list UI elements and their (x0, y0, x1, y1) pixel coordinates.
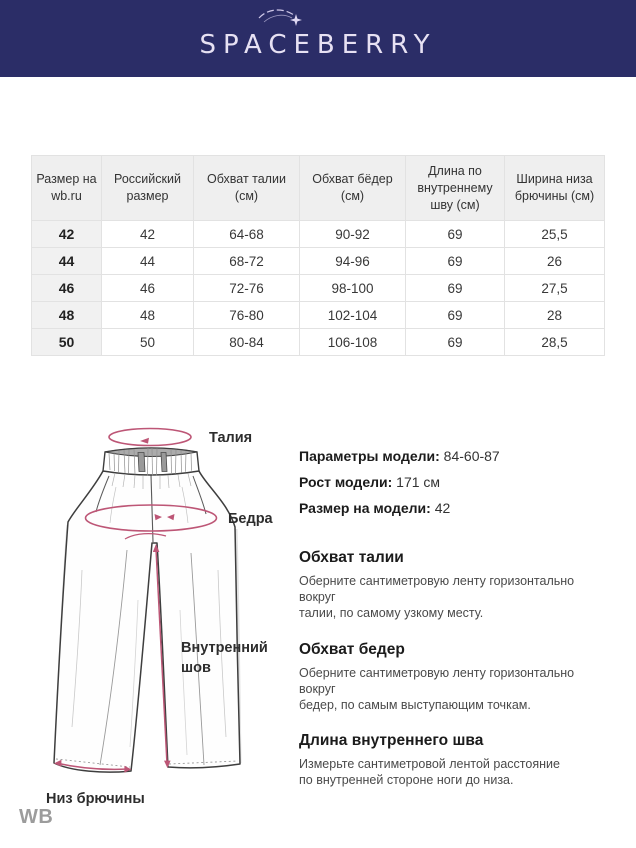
brand-logo (199, 18, 436, 60)
column-header-leg-width: Ширина низа брючины (см) (505, 156, 605, 221)
model-parameters-value: 84-60-87 (443, 448, 500, 464)
brand-logo-text: SPACEBERRY (199, 29, 437, 60)
cell-ru-size: 48 (102, 302, 194, 329)
wb-watermark: WB (19, 806, 54, 828)
cell-inseam: 69 (406, 248, 505, 275)
cell-wb-size: 46 (32, 275, 102, 302)
table-row (32, 248, 605, 275)
column-header-waist: Обхват талии (см) (194, 156, 300, 221)
table-row (32, 302, 605, 329)
model-size-label: Размер на модели: (299, 500, 431, 516)
model-height-value: 171 см (396, 474, 441, 490)
model-height-label: Рост модели: (299, 474, 393, 490)
column-header-wb-size: Размер на wb.ru (32, 156, 102, 221)
cell-waist: 64-68 (194, 221, 300, 248)
cell-ru-size: 42 (102, 221, 194, 248)
cell-hips: 98-100 (300, 275, 406, 302)
cell-inseam: 69 (406, 329, 505, 356)
size-table (31, 155, 605, 356)
hips-label: Бедра (228, 511, 273, 527)
cell-ru-size: 44 (102, 248, 194, 275)
cell-ru-size: 50 (102, 329, 194, 356)
cell-leg-width: 27,5 (505, 275, 605, 302)
pants-diagram (30, 415, 292, 815)
cell-inseam: 69 (406, 275, 505, 302)
model-size-value: 42 (434, 500, 451, 516)
cell-wb-size: 48 (32, 302, 102, 329)
model-size-line (299, 495, 611, 521)
cell-wb-size: 44 (32, 248, 102, 275)
cell-waist: 72-76 (194, 275, 300, 302)
cell-waist: 68-72 (194, 248, 300, 275)
section-inseam-text: Измерьте сантиметровой лентой расстояние по внутренней стороне ноги до низа. (299, 757, 560, 788)
column-header-ru-size: Российский размер (102, 156, 194, 221)
cell-waist: 80-84 (194, 329, 300, 356)
section-inseam-title: Длина внутреннего шва (299, 732, 484, 750)
cell-leg-width: 26 (505, 248, 605, 275)
table-row (32, 329, 605, 356)
measurement-info (299, 443, 611, 789)
cell-ru-size: 46 (102, 275, 194, 302)
column-header-inseam: Длина по внутреннему шву (см) (406, 156, 505, 221)
cell-hips: 106-108 (300, 329, 406, 356)
model-parameters-line (299, 443, 611, 469)
size-table-header-row (32, 156, 605, 221)
section-hips (299, 640, 611, 714)
cell-hips: 94-96 (300, 248, 406, 275)
table-row (32, 275, 605, 302)
brand-header (0, 0, 636, 77)
model-parameters-label: Параметры модели: (299, 448, 440, 464)
cell-inseam: 69 (406, 302, 505, 329)
column-header-hips: Обхват бёдер (см) (300, 156, 406, 221)
section-hips-text: Оберните сантиметровую ленту горизонтально вокруг бедер, по самым выступающим точкам. (299, 665, 575, 713)
pants-sketch (30, 415, 292, 815)
model-height-line (299, 469, 611, 495)
section-hips-title: Обхват бедер (299, 640, 405, 658)
hem-label: Низ брючины (46, 791, 145, 807)
cell-leg-width: 28 (505, 302, 605, 329)
section-waist-text: Оберните сантиметровую ленту горизонтально вокруг талии, по самому узкому месту. (299, 574, 575, 621)
cell-hips: 102-104 (300, 302, 406, 329)
cell-inseam: 69 (406, 221, 505, 248)
inner-seam-label: Внутренний шов (181, 640, 268, 676)
cell-wb-size: 42 (32, 221, 102, 248)
cell-leg-width: 28,5 (505, 329, 605, 356)
section-inseam (299, 731, 611, 788)
waist-label: Талия (209, 430, 253, 446)
section-waist (299, 548, 611, 622)
comet-star-icon (257, 5, 303, 35)
cell-waist: 76-80 (194, 302, 300, 329)
section-waist-title: Обхват талии (299, 549, 404, 566)
cell-leg-width: 25,5 (505, 221, 605, 248)
table-row (32, 221, 605, 248)
cell-hips: 90-92 (300, 221, 406, 248)
cell-wb-size: 50 (32, 329, 102, 356)
